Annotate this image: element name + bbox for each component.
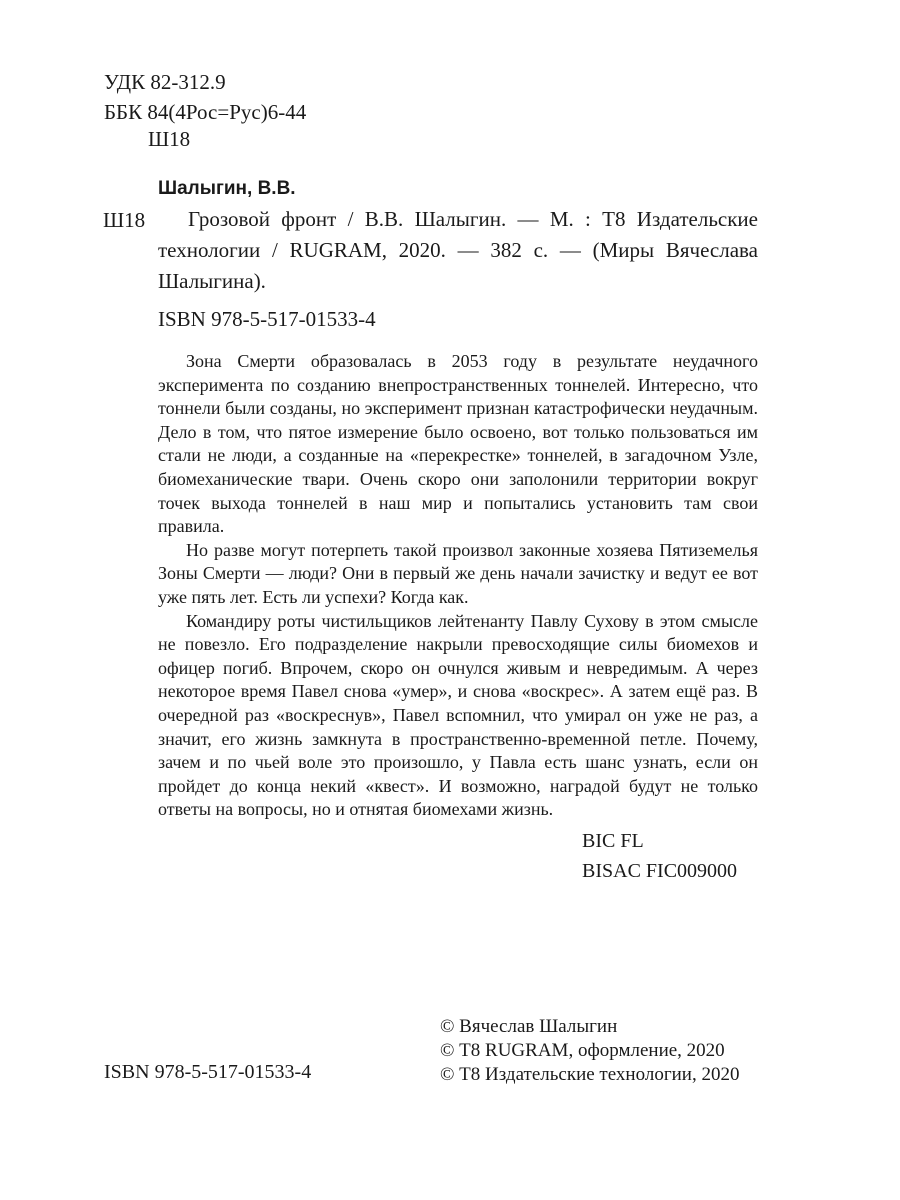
annotation-paragraph: Но разве могут потерпеть такой произвол законные хозяева Пятиземелья Зоны Смерти — люди? Они в первый же день начали зачистку и ведут ее вот уже пять лет. Есть ли успехи? Когда как. xyxy=(158,539,758,607)
udk-code: УДК 82-312.9 xyxy=(104,70,226,94)
subject-codes xyxy=(582,826,737,886)
copyright-line: © Вячеслав Шалыгин xyxy=(440,1016,618,1037)
footer-isbn: ISBN 978-5-517-01533-4 xyxy=(104,1061,312,1083)
annotation-paragraph: Зона Смерти образовалась в 2053 году в результате неудачного эксперимента по созданию внепространственных тоннелей. Интересно, что тоннели были созданы, но эксперимент признан катастрофически неудачным. Дело в том, что пятое измерение было освоено, вот только пользоваться им стали не люди, а созданные на «перекрестке» тоннелей, в загадочном Узле, биомеханические твари. Очень скоро они заполонили территории вокруг точек выхода тоннелей в наш мир и попытались установить там свои правила. xyxy=(158,351,758,537)
bic-code: BIC FL xyxy=(582,830,644,852)
record-side-code: Ш18 xyxy=(103,208,146,232)
record-description-text: Грозовой фронт / В.В. Шалыгин. — М. : Т8 Издательские технологии / RUGRAM, 2020. — 382 с. — (Миры Вячеслава Шалыгина). xyxy=(158,207,758,293)
bisac-code: BISAC FIC009000 xyxy=(582,860,738,882)
annotation xyxy=(158,350,758,822)
copyright-line: © Т8 RUGRAM, оформление, 2020 xyxy=(440,1040,725,1061)
record-author: Шалыгин, В.В. xyxy=(158,178,296,199)
copyright-line: © Т8 Издательские технологии, 2020 xyxy=(440,1064,740,1085)
bbk-code: ББК 84(4Рос=Рус)6-44 xyxy=(104,100,307,124)
record-isbn: ISBN 978-5-517-01533-4 xyxy=(158,307,376,331)
author-sign: Ш18 xyxy=(148,127,191,151)
record-description xyxy=(158,204,758,297)
annotation-paragraph: Командиру роты чистильщиков лейтенанту Павлу Сухову в этом смысле не повезло. Его подразделение накрыли превосходящие силы биомехов и офицер погиб. Впрочем, скоро он очнулся живым и невредимым. А через некоторое время Павел снова «умер», и снова «воскрес». А затем ещё раз. В очередной раз «воскреснув», Павел вспомнил, что умирал он уже не раз, а значит, его жизнь замкнута в пространственно-временной петле. Почему, зачем и по чьей воле это произошло, у Павла есть шанс узнать, если он пройдет до конца некий «квест». И возможно, наградой будут не только ответы на вопросы, но и отнятая биомехами жизнь. xyxy=(158,610,758,820)
copyright-block xyxy=(440,1015,739,1087)
